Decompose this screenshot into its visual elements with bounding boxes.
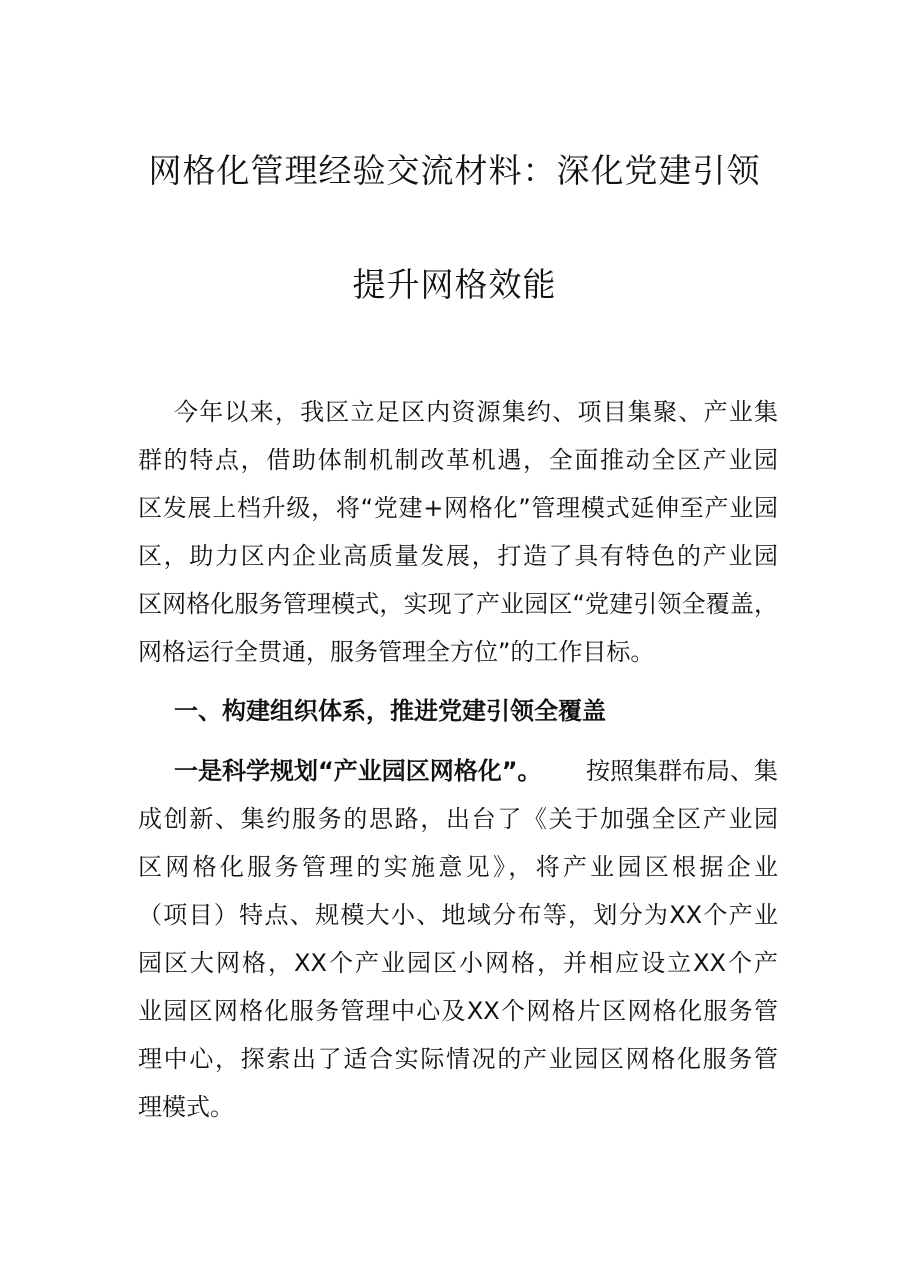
intro-line-3: 区发展上档升级，将“党建+网格化”管理模式延伸至产业园 — [138, 494, 778, 522]
intro-line-6: 网格运行全贯通，服务管理全方位”的工作目标。 — [138, 638, 655, 666]
item1-line-6: 业园区网格化服务管理中心及XX个网格片区网格化服务管 — [138, 997, 778, 1025]
document-title-line-2: 提升网格效能 — [352, 265, 557, 304]
item1-line-5: 园区大网格，XX个产业园区小网格，并相应设立XX个产 — [138, 949, 778, 977]
intro-line-5: 区网格化服务管理模式，实现了产业园区“党建引领全覆盖， — [138, 590, 778, 618]
intro-line-2: 群的特点，借助体制机制改革机遇，全面推动全区产业园 — [138, 446, 778, 474]
item1-line-8: 理模式。 — [138, 1093, 234, 1121]
item1-line-3: 区网格化服务管理的实施意见》，将产业园区根据企业 — [138, 853, 778, 881]
item1-line-2: 成创新、集约服务的思路，出台了《关于加强全区产业园 — [138, 805, 778, 833]
intro-line-1: 今年以来，我区立足区内资源集约、项目集聚、产业集 — [174, 398, 778, 426]
item1-first-rest: 按照集群布局、集 — [586, 757, 778, 785]
intro-line-4: 区，助力区内企业高质量发展，打造了具有特色的产业园 — [138, 542, 778, 570]
document-title-line-1: 网格化管理经验交流材料：深化党建引领 — [148, 151, 761, 190]
section-heading-1: 一、构建组织体系，推进党建引领全覆盖 — [174, 697, 606, 725]
item1-line-4: （项目）特点、规模大小、地域分布等，划分为XX个产业 — [138, 901, 778, 929]
item1-line-1 — [174, 756, 778, 786]
item1-lead: 一是科学规划“产业园区网格化”。 — [174, 757, 542, 785]
item1-line-7: 理中心，探索出了适合实际情况的产业园区网格化服务管 — [138, 1045, 778, 1073]
